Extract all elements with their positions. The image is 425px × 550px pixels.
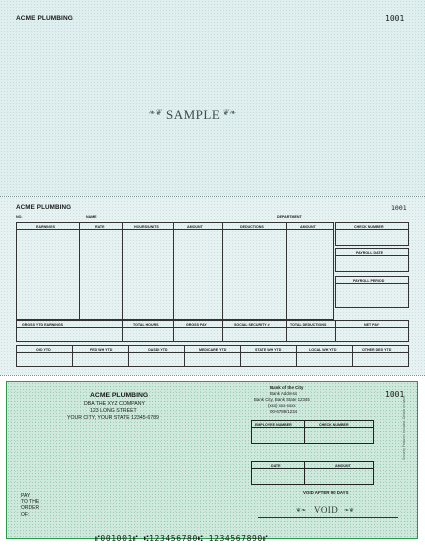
- employee-check-divider: [304, 420, 305, 444]
- micr-line: ⑈001001⑈ ⑆123456780⑆ 1234567890⑈: [95, 534, 269, 543]
- sample-watermark: SAMPLE: [166, 107, 221, 122]
- total-hours-label: TOTAL HOURS: [133, 322, 159, 327]
- col-divider: [122, 222, 123, 320]
- medicare-ytd-label: MEDICARE YTD: [199, 347, 227, 352]
- pay-to-the-order-of: [21, 493, 39, 518]
- fed-wh-ytd-label: FED WH YTD: [90, 347, 113, 352]
- top-company-name: ACME PLUMBING: [16, 15, 73, 22]
- ytd-divider: [352, 345, 353, 367]
- col-amount: AMOUNT: [187, 224, 203, 229]
- void-ornament-left: ❦❧: [296, 508, 307, 514]
- col-divider: [286, 222, 287, 320]
- totals-divider: [122, 320, 123, 342]
- col-divider: [79, 222, 80, 320]
- col-divider: [173, 222, 174, 320]
- amount-label: AMOUNT: [335, 463, 351, 468]
- pay-line: PAY: [21, 493, 31, 499]
- gross-ytd-label: GROSS YTD EARNINGS: [22, 322, 64, 327]
- of-line: OF:: [21, 511, 30, 518]
- total-deductions-label: TOTAL DEDUCTIONS: [290, 322, 327, 327]
- oio-ytd-label: OIO YTD: [36, 347, 51, 352]
- signature-line: [258, 517, 398, 518]
- totals-header-rule: [16, 327, 409, 328]
- ytd-divider: [296, 345, 297, 367]
- totals-divider: [222, 320, 223, 342]
- social-security-label: SOCIAL SECURITY #: [234, 322, 270, 327]
- check-street: 123 LONG STREET: [90, 408, 137, 414]
- top-check-number: 1001: [385, 14, 405, 23]
- sample-ornament-right: ❦❧: [222, 108, 236, 117]
- date-amount-divider: [304, 461, 305, 485]
- gross-pay-label: GROSS PAY: [186, 322, 207, 327]
- check-city: YOUR CITY, YOUR STATE 12345-6789: [67, 415, 159, 421]
- ytd-divider: [240, 345, 241, 367]
- sample-ornament-left: ❧❦: [148, 108, 162, 117]
- check-company-name: ACME PLUMBING: [90, 392, 149, 399]
- void-watermark: VOID: [314, 505, 339, 515]
- security-features-note: Security Features Included. Details on back.: [402, 395, 406, 460]
- label-department: DEPARTMENT: [277, 215, 302, 219]
- bank-address: Bank Address: [270, 391, 298, 396]
- col-deduction-amount: AMOUNT: [300, 224, 316, 229]
- date-amount-box: [251, 461, 374, 485]
- oasdi-ytd-label: OASDI YTD: [148, 347, 168, 352]
- payroll-period-label: PAYROLL PERIOD: [353, 278, 385, 283]
- to-the-line: TO THE: [21, 499, 40, 506]
- check-dba: DBA THE XYZ COMPANY: [84, 401, 145, 407]
- totals-divider: [335, 320, 336, 342]
- ytd-header-rule: [16, 352, 409, 353]
- net-pay-label: NET PAY: [364, 322, 379, 327]
- totals-divider: [286, 320, 287, 342]
- date-amount-rule: [251, 468, 374, 469]
- perforation-2: [0, 375, 425, 376]
- bank-fraction: 00-6789/1234: [270, 409, 298, 414]
- top-voucher: [0, 0, 425, 196]
- void-after-90-days: VOID AFTER 90 DAYS: [303, 490, 349, 495]
- other-ded-ytd-label: OTHER DED YTD: [362, 347, 392, 352]
- bank-city: Bank City, Bank State 12345: [254, 397, 310, 402]
- employee-number-label: EMPLOYEE NUMBER: [255, 422, 292, 427]
- ytd-divider: [128, 345, 129, 367]
- date-label: DATE: [271, 463, 281, 468]
- col-hours-units: HOURS/UNITS: [134, 224, 159, 229]
- void-ornament-right: ❧❦: [344, 508, 355, 514]
- check-number: 1001: [385, 390, 405, 399]
- label-name: NAME: [86, 215, 97, 219]
- bank-phone: (xxx) xxx-xxxx: [268, 403, 296, 408]
- col-earnings: EARNINGS: [36, 224, 55, 229]
- state-wh-ytd-label: STATE WH YTD: [255, 347, 282, 352]
- ytd-divider: [72, 345, 73, 367]
- col-divider: [222, 222, 223, 320]
- local-wh-ytd-label: LOCAL WH YTD: [309, 347, 337, 352]
- stub-check-number: 1001: [391, 204, 407, 212]
- col-rate: RATE: [95, 224, 105, 229]
- order-line: ORDER: [21, 505, 40, 512]
- col-deductions: DEDUCTIONS: [240, 224, 264, 229]
- ytd-divider: [184, 345, 185, 367]
- payroll-date-label: PAYROLL DATE: [356, 250, 384, 255]
- payroll-date-rule: [335, 255, 409, 256]
- stub-company-name: ACME PLUMBING: [16, 204, 72, 211]
- totals-divider: [173, 320, 174, 342]
- bank-name: Bank of the City: [270, 385, 304, 390]
- payroll-period-rule: [335, 283, 409, 284]
- check-number-label: CHECK NUMBER: [354, 224, 384, 229]
- label-no: NO.: [16, 215, 23, 219]
- check-number-field-label: CHECK NUMBER: [319, 422, 349, 427]
- totals-row: [16, 320, 409, 342]
- check-face: [6, 381, 418, 539]
- check-number-rule: [335, 229, 409, 230]
- employee-check-rule: [251, 427, 374, 428]
